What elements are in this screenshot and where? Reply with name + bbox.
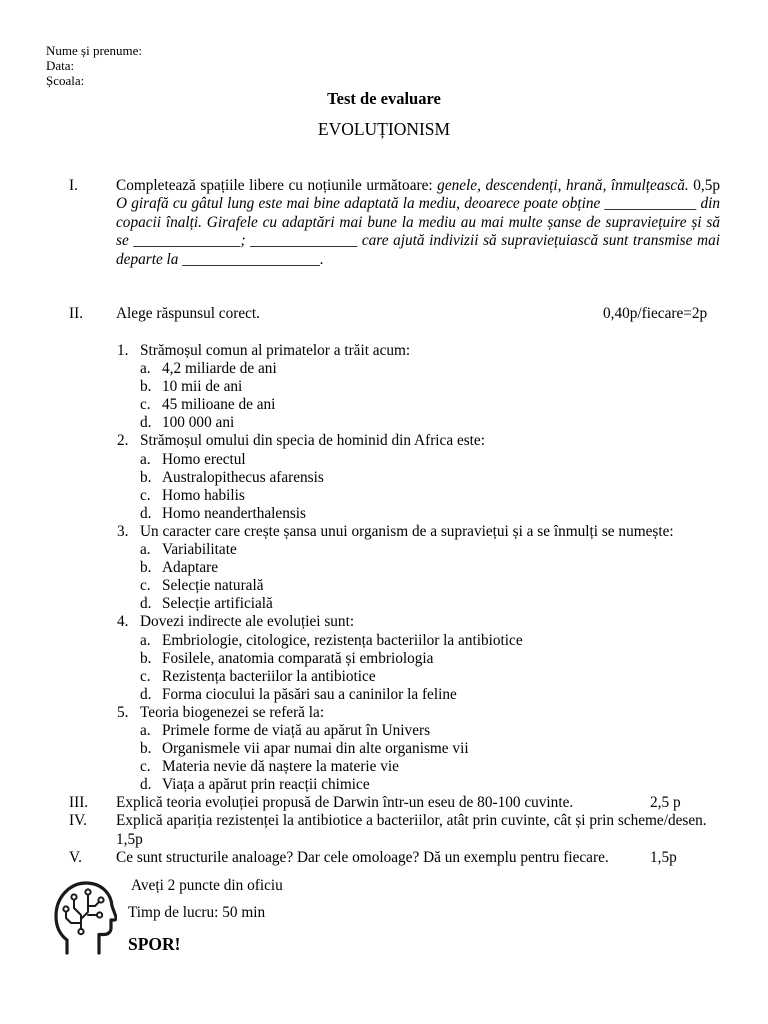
bonus-points-note: Aveți 2 puncte din oficiu: [131, 877, 283, 894]
question-row: [0, 523, 768, 541]
option-text: Primele forme de viață au apărut în Univers: [162, 721, 431, 739]
question-text: Dovezi indirecte ale evoluției sunt:: [140, 613, 355, 631]
section-2-instruction: Alege răspunsul corect.: [116, 305, 260, 322]
section-1-text-line: se ______________; ______________ care ajută indivizii să supraviețuiască sunt transmise mai: [116, 232, 720, 250]
option-letter: d.: [140, 595, 152, 613]
question-text: Strămoșul omului din specia de hominid din Africa este:: [140, 432, 485, 450]
option-letter: d.: [140, 414, 152, 432]
option-row: [0, 360, 768, 378]
date-label: Data:: [46, 58, 75, 73]
section-1-terms: genele, descendenți, hrană, înmulțească.: [437, 177, 689, 194]
option-letter: b.: [140, 740, 152, 758]
option-row: [0, 686, 768, 704]
option-text: Selecție naturală: [162, 577, 264, 595]
option-row: [0, 740, 768, 758]
section-3-row: [0, 794, 768, 812]
section-4-row: [0, 812, 768, 830]
option-letter: a.: [140, 541, 151, 559]
name-label: Nume și prenume:: [46, 43, 143, 58]
question-row: [0, 704, 768, 722]
option-row: [0, 414, 768, 432]
section-4-text: Explică apariția rezistenței la antibiotice a bacteriilor, atât prin cuvinte, cât și prin scheme/desen.: [116, 812, 707, 830]
section-3-numeral: III.: [69, 794, 89, 812]
option-text: Forma ciocului la păsări sau a caninilor la feline: [162, 685, 457, 703]
option-row: [0, 668, 768, 686]
option-letter: d.: [140, 776, 152, 794]
section-1-text-line: O girafă cu gâtul lung este mai bine adaptată la mediu, deoarece poate obține ____________ din: [116, 195, 720, 213]
option-row: [0, 469, 768, 487]
document-title: Test de evaluare: [327, 89, 441, 108]
option-row: [0, 776, 768, 794]
section-4-points: 1,5p: [116, 830, 143, 848]
option-letter: d.: [140, 685, 152, 703]
section-5-row: [0, 849, 768, 867]
option-text: Viața a apărut prin reacții chimice: [162, 776, 370, 794]
section-1-text-line: departe la __________________.: [116, 250, 324, 268]
section-2-points: 0,40p/fiecare=2p: [603, 305, 708, 322]
section-5-points: 1,5p: [650, 848, 677, 866]
option-text: Homo erectul: [162, 450, 246, 468]
school-label: Școala:: [46, 73, 85, 88]
option-text: 4,2 miliarde de ani: [162, 360, 277, 378]
section-4-numeral: IV.: [69, 812, 87, 830]
option-text: Australopithecus afarensis: [162, 468, 324, 486]
option-text: Organismele vii apar numai din alte organisme vii: [162, 740, 469, 758]
section-5-text: Ce sunt structurile analoage? Dar cele omoloage? Dă un exemplu pentru fiecare.: [116, 848, 609, 866]
section-1-instruction-line: [116, 177, 720, 195]
document-subtitle: EVOLUȚIONISM: [317, 119, 451, 139]
option-text: Fosilele, anatomia comparată și embriologia: [162, 649, 434, 667]
option-letter: a.: [140, 450, 151, 468]
question-text: Strămoșul comun al primatelor a trăit acum:: [140, 342, 411, 359]
option-letter: a.: [140, 360, 151, 378]
section-1-points: 0,5p: [693, 177, 721, 194]
option-letter: c.: [140, 667, 151, 685]
question-text: Un caracter care crește șansa unui organism de a supraviețui și a se înmulți se numește:: [140, 522, 674, 540]
question-number: 5.: [117, 703, 129, 721]
option-text: Adaptare: [162, 559, 219, 577]
section-1-instruction: Completează spațiile libere cu noțiunile următoare:: [116, 177, 433, 194]
section-2-numeral: II.: [69, 305, 84, 322]
option-row: [0, 722, 768, 740]
option-row: [0, 505, 768, 523]
option-letter: c.: [140, 758, 151, 776]
question-number: 2.: [117, 432, 129, 450]
option-row: [0, 451, 768, 469]
question-list: [0, 342, 768, 867]
option-row: [0, 378, 768, 396]
ai-head-circuit-icon: [53, 879, 117, 955]
option-letter: c.: [140, 396, 151, 414]
section-3-text: Explică teoria evoluției propusă de Darwin într-un eseu de 80-100 cuvinte.: [116, 794, 574, 812]
option-text: Embriologie, citologice, rezistența bacteriilor la antibiotice: [162, 631, 523, 649]
option-row: [0, 541, 768, 559]
option-text: Variabilitate: [162, 541, 237, 559]
option-letter: b.: [140, 649, 152, 667]
section-1-text-line: copacii înalți. Girafele cu adaptări mai bune la mediu au mai multe șanse de supraviețuire și să: [116, 213, 720, 231]
section-4-points-row: [0, 831, 768, 849]
option-text: Homo habilis: [162, 486, 245, 504]
question-text: Teoria biogenezei se referă la:: [140, 703, 325, 721]
option-text: Materia nevie dă naștere la materie vie: [162, 758, 399, 776]
option-text: Rezistența bacteriilor la antibiotice: [162, 667, 376, 685]
option-letter: b.: [140, 559, 152, 577]
option-letter: b.: [140, 468, 152, 486]
option-row: [0, 487, 768, 505]
question-row: [0, 342, 768, 360]
option-text: Selecție artificială: [162, 595, 273, 613]
option-row: [0, 632, 768, 650]
section-1-numeral: I.: [69, 177, 78, 194]
option-letter: b.: [140, 378, 152, 396]
option-letter: c.: [140, 577, 151, 595]
option-row: [0, 559, 768, 577]
option-row: [0, 758, 768, 776]
closing-message: SPOR!: [128, 934, 181, 954]
section-5-numeral: V.: [69, 848, 82, 866]
option-letter: a.: [140, 631, 151, 649]
question-number: 1.: [117, 342, 129, 359]
option-letter: c.: [140, 486, 151, 504]
option-row: [0, 577, 768, 595]
option-text: 45 milioane de ani: [162, 396, 276, 414]
question-number: 4.: [117, 613, 129, 631]
option-text: Homo neanderthalensis: [162, 504, 307, 522]
option-row: [0, 650, 768, 668]
circuit-lines: [63, 889, 103, 934]
option-row: [0, 595, 768, 613]
option-letter: a.: [140, 721, 151, 739]
option-text: 10 mii de ani: [162, 378, 243, 396]
option-row: [0, 396, 768, 414]
option-text: 100 000 ani: [162, 414, 235, 432]
time-limit-note: Timp de lucru: 50 min: [128, 904, 266, 921]
section-3-points: 2,5 p: [650, 794, 681, 812]
option-letter: d.: [140, 504, 152, 522]
question-number: 3.: [117, 522, 129, 540]
question-row: [0, 432, 768, 450]
question-row: [0, 613, 768, 631]
